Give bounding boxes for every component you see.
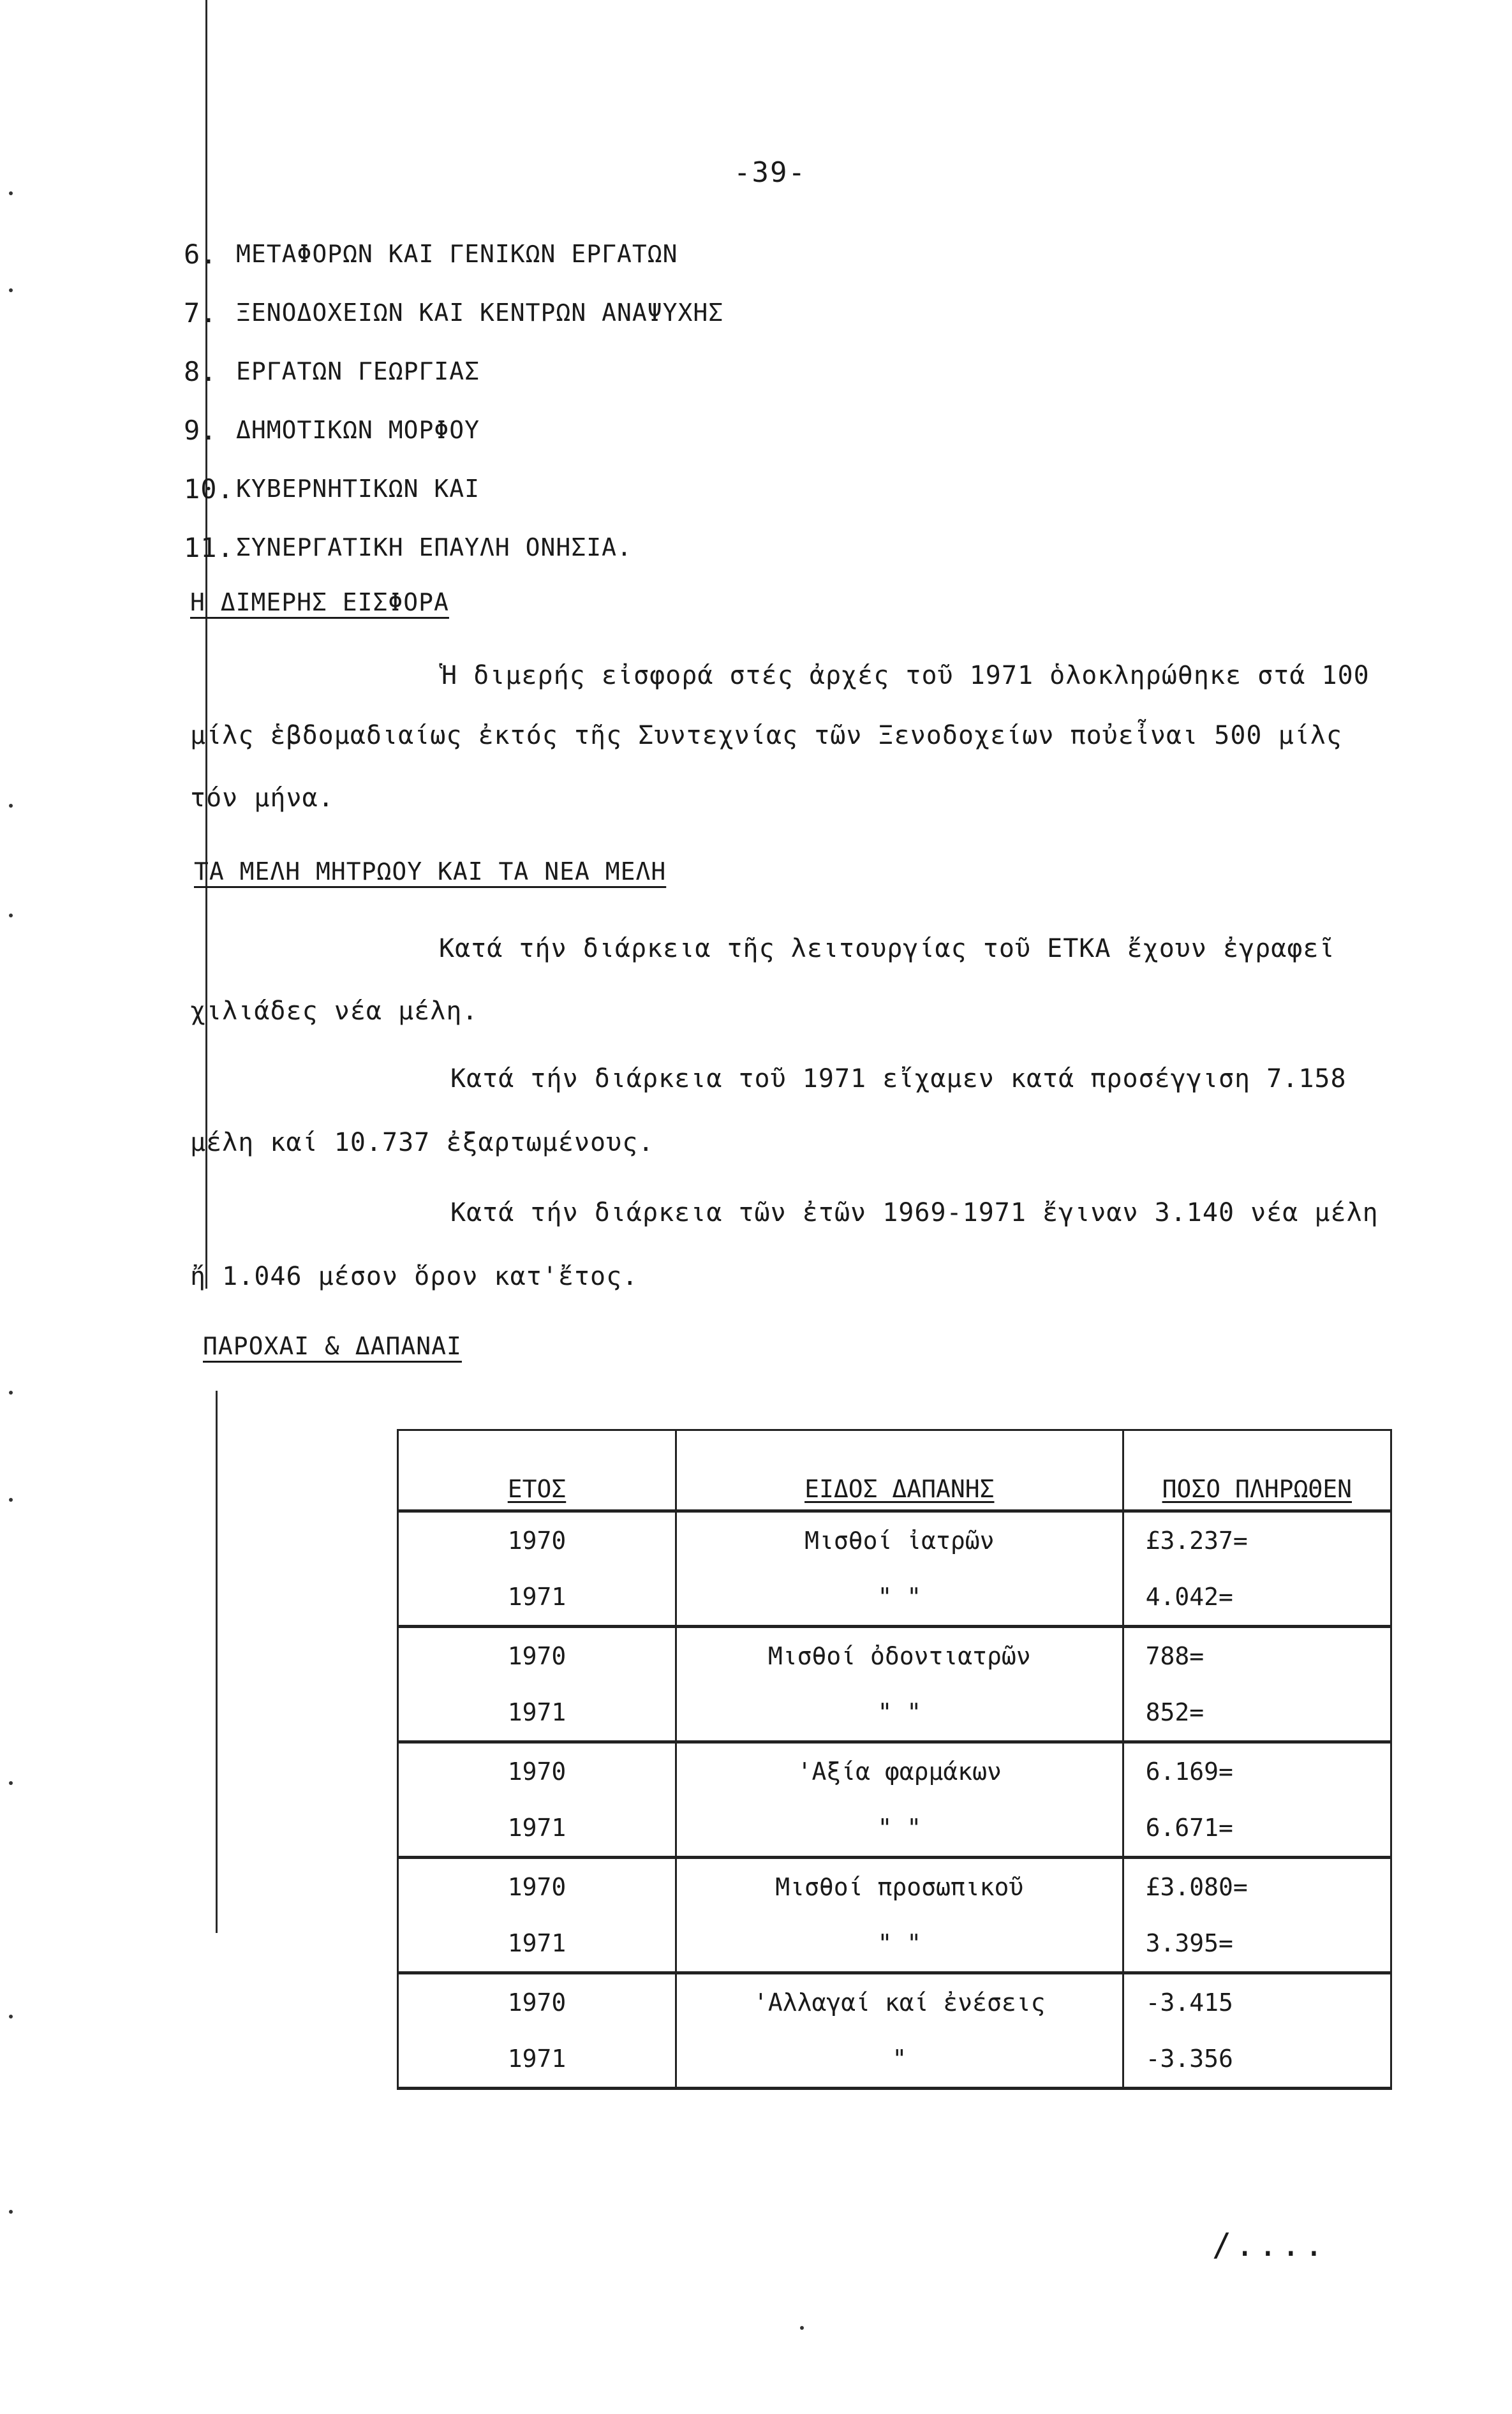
paragraph-line: χιλιάδες νέα μέλη. [190,996,478,1026]
cell-amount: £3.237= [1123,1511,1391,1569]
expenses-table [397,1429,1392,2090]
union-list [184,225,723,577]
list-item [184,459,723,518]
scan-speck [9,804,13,808]
cell-year: 1971 [398,1800,676,1858]
paragraph-line: ἤ 1.046 μέσον ὅρον κατ'ἔτος. [190,1262,639,1291]
paragraph-line: Κατά τήν διάρκεια τῆς λειτουργίας τοῦ ΕΤΚΑ ἔχουν ἐγραφεῖ [439,934,1335,963]
cell-year: 1970 [398,1973,676,2031]
cell-expense-type: " " [676,1569,1123,1627]
page-number: -39- [734,156,806,189]
cell-year: 1971 [398,2031,676,2089]
table-row [398,1569,1391,1627]
list-item-text: ΞΕΝΟΔΟΧΕΙΩΝ ΚΑΙ ΚΕΝΤΡΩΝ ΑΝΑΨΥΧΗΣ [236,299,724,327]
cell-year: 1970 [398,1511,676,1569]
paragraph-line: τόν μήνα. [190,783,334,813]
section-heading-contribution: Η ΔΙΜΕΡΗΣ ΕΙΣΦΟΡΑ [190,588,449,616]
cell-expense-type: 'Αλλαγαί καί ἐνέσεις [676,1973,1123,2031]
cell-expense-type: " " [676,1915,1123,1973]
scan-speck [9,288,13,292]
table-row [398,1800,1391,1858]
cell-year: 1971 [398,1915,676,1973]
list-item [184,225,723,283]
table-row [398,1627,1391,1685]
paragraph-line: Κατά τήν διάρκεια τῶν ἐτῶν 1969-1971 ἔγιναν 3.140 νέα μέλη [450,1198,1379,1227]
expenses-table-wrapper [397,1429,1392,2073]
table-row [398,1858,1391,1916]
section-heading-benefits: ΠΑΡΟΧΑΙ & ΔΑΠΑΝΑΙ [203,1332,462,1360]
table-row [398,1511,1391,1569]
cell-year: 1970 [398,1627,676,1685]
list-item [184,283,723,342]
list-item [184,342,723,401]
table-row [398,1684,1391,1742]
list-item-number: 7. [184,297,218,329]
scan-speck [9,1391,13,1395]
cell-amount: -3.415 [1123,1973,1391,2031]
cell-expense-type: Μισθοί ἰατρῶν [676,1511,1123,1569]
cell-year: 1971 [398,1684,676,1742]
paragraph-line: Ἡ διμερής εἰσφορά στές ἀρχές τοῦ 1971 ὁλοκληρώθηκε στά 100 [441,661,1370,690]
cell-amount: 6.169= [1123,1742,1391,1800]
scan-speck [9,1498,13,1502]
list-item-text: ΕΡΓΑΤΩΝ ΓΕΩΡΓΙΑΣ [236,357,480,385]
cell-amount: 4.042= [1123,1569,1391,1627]
paragraph-line: μίλς ἑβδομαδιαίως ἐκτός τῆς Συντεχνίας τῶν Ξενοδοχείων ποὐεἶναι 500 μίλς [190,721,1342,750]
continuation-mark: /.... [1212,2226,1328,2263]
cell-expense-type: " " [676,1684,1123,1742]
cell-amount: 6.671= [1123,1800,1391,1858]
scan-speck [9,2015,13,2018]
column-header-expense-type: ΕΙΔΟΣ ΔΑΠΑΝΗΣ [676,1430,1123,1511]
scan-speck [800,2326,804,2330]
paragraph-line: Κατά τήν διάρκεια τοῦ 1971 εἴχαμεν κατά προσέγγιση 7.158 [450,1064,1347,1093]
list-item-text: ΚΥΒΕΡΝΗΤΙΚΩΝ ΚΑΙ [236,475,480,503]
list-item-text: ΔΗΜΟΤΙΚΩΝ ΜΟΡΦΟΥ [236,416,480,444]
column-header-amount-paid: ΠΟΣΟ ΠΛΗΡΩΘΕΝ [1123,1430,1391,1511]
scan-speck [9,191,13,195]
list-item-number: 11. [184,531,234,563]
cell-year: 1970 [398,1742,676,1800]
list-item-number: 6. [184,238,218,270]
cell-year: 1971 [398,1569,676,1627]
list-item-number: 9. [184,414,218,446]
list-item-number: 8. [184,355,218,387]
cell-expense-type: 'Αξία φαρμάκων [676,1742,1123,1800]
scan-speck [9,914,13,917]
cell-expense-type: " " [676,1800,1123,1858]
cell-expense-type: Μισθοί ὀδοντιατρῶν [676,1627,1123,1685]
list-item-number: 10. [184,473,234,505]
list-item-text: ΣΥΝΕΡΓΑΤΙΚΗ ΕΠΑΥΛΗ ΟΝΗΣΙΑ. [236,533,632,561]
list-item-text: ΜΕΤΑΦΟΡΩΝ ΚΑΙ ΓΕΝΙΚΩΝ ΕΡΓΑΤΩΝ [236,240,678,268]
scan-speck [9,1781,13,1785]
cell-expense-type: Μισθοί προσωπικοῦ [676,1858,1123,1916]
scan-speck [9,2210,13,2214]
left-margin-rule [205,0,207,1289]
list-item [184,518,723,577]
cell-amount: 852= [1123,1684,1391,1742]
cell-expense-type: " [676,2031,1123,2089]
table-row [398,1973,1391,2031]
section-heading-members: ΤΑ ΜΕΛΗ ΜΗΤΡΩΟΥ ΚΑΙ ΤΑ ΝΕΑ ΜΕΛΗ [194,857,667,885]
table-header-row [398,1430,1391,1511]
cell-amount: 788= [1123,1627,1391,1685]
table-row [398,1742,1391,1800]
cell-amount: -3.356 [1123,2031,1391,2089]
table-row [398,2031,1391,2089]
cell-amount: 3.395= [1123,1915,1391,1973]
paragraph-line: μέλη καί 10.737 ἐξαρτωμένους. [190,1128,655,1157]
cell-year: 1970 [398,1858,676,1916]
column-header-year: ΕΤΟΣ [398,1430,676,1511]
list-item [184,401,723,459]
left-margin-rule-lower [216,1391,218,1933]
table-row [398,1915,1391,1973]
cell-amount: £3.080= [1123,1858,1391,1916]
